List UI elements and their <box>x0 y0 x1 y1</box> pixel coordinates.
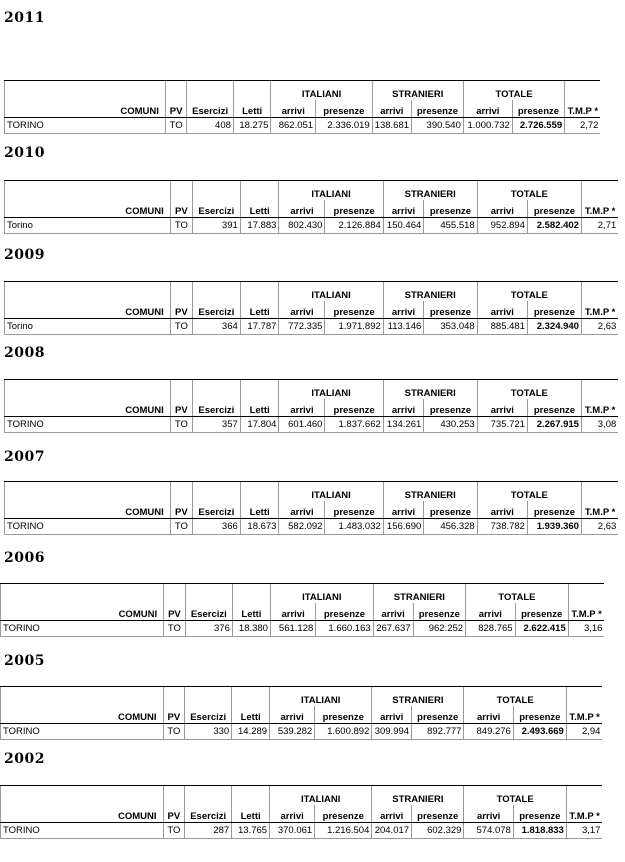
cell-comune: Torino <box>5 218 171 234</box>
header-pv: PV <box>163 706 185 724</box>
cell-pv: TO <box>165 118 187 134</box>
cell-st-arrivi: 309.994 <box>372 724 412 740</box>
header-tmp: T.M.P * <box>566 706 602 724</box>
cell-it-presenze: 2.126.884 <box>325 218 383 234</box>
header-tot-presenze: presenze <box>513 706 566 724</box>
table-row <box>5 218 619 234</box>
cell-tmp: 2,63 <box>581 519 618 535</box>
header-letti: Letti <box>240 501 279 519</box>
cell-esercizi: 408 <box>187 118 234 134</box>
table-row <box>5 519 619 535</box>
header-italiani: ITALIANI <box>270 687 372 707</box>
cell-letti: 17.804 <box>240 417 279 433</box>
cell-tot-presenze: 2.267.915 <box>527 417 581 433</box>
cell-st-arrivi: 134.261 <box>383 417 424 433</box>
header-italiani: ITALIANI <box>270 584 373 604</box>
header-totale: TOTALE <box>464 786 566 806</box>
cell-pv: TO <box>170 519 192 535</box>
header-letti: Letti <box>240 301 279 319</box>
cell-pv: TO <box>163 823 185 839</box>
year-heading: 2008 <box>4 345 45 361</box>
header-pv: PV <box>170 399 192 417</box>
cell-st-presenze: 962.252 <box>413 621 466 637</box>
header-it-presenze: presenze <box>325 200 383 218</box>
header-tot-presenze: presenze <box>527 399 581 417</box>
header-stranieri: STRANIERI <box>372 687 464 707</box>
header-italiani: ITALIANI <box>270 786 372 806</box>
cell-comune: TORINO <box>1 724 164 740</box>
header-tmp: T.M.P * <box>565 100 601 118</box>
cell-pv: TO <box>170 319 192 335</box>
header-pv: PV <box>170 501 192 519</box>
header-totale: TOTALE <box>464 687 566 707</box>
cell-st-arrivi: 156.690 <box>383 519 424 535</box>
header-comuni: COMUNI <box>5 200 171 218</box>
cell-tmp: 2,63 <box>581 319 618 335</box>
header-totale: TOTALE <box>477 380 581 400</box>
header-tmp: T.M.P * <box>581 200 618 218</box>
header-tot-presenze: presenze <box>527 501 581 519</box>
cell-esercizi: 330 <box>185 724 232 740</box>
cell-comune: Torino <box>5 319 171 335</box>
header-pv: PV <box>163 805 185 823</box>
cell-tot-arrivi: 1.000.732 <box>463 118 512 134</box>
header-totale: TOTALE <box>463 81 564 101</box>
cell-st-arrivi: 150.464 <box>383 218 424 234</box>
cell-st-presenze: 456.328 <box>424 519 477 535</box>
header-it-arrivi: arrivi <box>271 100 316 118</box>
header-italiani: ITALIANI <box>271 81 372 101</box>
header-tmp: T.M.P * <box>581 501 618 519</box>
header-tot-arrivi: arrivi <box>477 200 527 218</box>
cell-comune: TORINO <box>1 621 164 637</box>
header-esercizi: Esercizi <box>185 805 232 823</box>
cell-st-presenze: 353.048 <box>424 319 477 335</box>
header-stranieri: STRANIERI <box>383 482 477 502</box>
header-stranieri: STRANIERI <box>372 786 464 806</box>
header-st-presenze: presenze <box>424 399 477 417</box>
cell-letti: 14.289 <box>232 724 270 740</box>
header-stranieri: STRANIERI <box>383 282 477 302</box>
header-tmp: T.M.P * <box>566 805 602 823</box>
header-letti: Letti <box>233 100 271 118</box>
cell-comune: TORINO <box>5 118 166 134</box>
cell-esercizi: 357 <box>192 417 240 433</box>
header-totale: TOTALE <box>466 584 569 604</box>
header-esercizi: Esercizi <box>192 399 240 417</box>
cell-pv: TO <box>170 218 192 234</box>
cell-pv: TO <box>163 724 185 740</box>
cell-tot-arrivi: 828.765 <box>466 621 516 637</box>
header-stranieri: STRANIERI <box>373 584 465 604</box>
cell-tot-presenze: 1.818.833 <box>513 823 566 839</box>
header-comuni: COMUNI <box>1 603 164 621</box>
year-heading: 2011 <box>4 10 45 26</box>
header-tmp: T.M.P * <box>581 301 618 319</box>
tourism-table <box>4 80 600 134</box>
header-tmp: T.M.P * <box>568 603 604 621</box>
header-tot-arrivi: arrivi <box>477 301 527 319</box>
header-tot-presenze: presenze <box>513 805 566 823</box>
year-heading: 2009 <box>4 247 45 263</box>
cell-tot-arrivi: 574.078 <box>464 823 513 839</box>
cell-it-arrivi: 561.128 <box>270 621 315 637</box>
header-pv: PV <box>165 100 187 118</box>
header-tot-arrivi: arrivi <box>464 706 513 724</box>
header-st-presenze: presenze <box>424 501 477 519</box>
cell-tmp: 3,08 <box>581 417 618 433</box>
cell-it-presenze: 1.837.662 <box>325 417 383 433</box>
cell-pv: TO <box>170 417 192 433</box>
header-it-arrivi: arrivi <box>270 706 315 724</box>
header-esercizi: Esercizi <box>192 200 240 218</box>
cell-comune: TORINO <box>5 519 171 535</box>
table-row <box>5 118 601 134</box>
header-letti: Letti <box>240 200 279 218</box>
header-st-arrivi: arrivi <box>372 805 412 823</box>
header-stranieri: STRANIERI <box>372 81 463 101</box>
header-letti: Letti <box>232 805 270 823</box>
header-stranieri: STRANIERI <box>383 380 477 400</box>
cell-tot-presenze: 1.939.360 <box>527 519 581 535</box>
header-st-arrivi: arrivi <box>372 100 411 118</box>
cell-letti: 17.883 <box>240 218 279 234</box>
cell-it-arrivi: 601.460 <box>279 417 325 433</box>
header-comuni: COMUNI <box>5 399 171 417</box>
header-it-arrivi: arrivi <box>279 301 325 319</box>
header-st-arrivi: arrivi <box>383 399 424 417</box>
cell-it-arrivi: 370.061 <box>270 823 315 839</box>
year-heading: 2002 <box>4 751 45 767</box>
header-tot-arrivi: arrivi <box>477 399 527 417</box>
cell-st-presenze: 430.253 <box>424 417 477 433</box>
table-row <box>1 724 603 740</box>
header-it-arrivi: arrivi <box>279 501 325 519</box>
cell-tmp: 3,17 <box>566 823 602 839</box>
year-heading: 2007 <box>4 449 45 465</box>
header-st-arrivi: arrivi <box>383 200 424 218</box>
cell-tot-arrivi: 735.721 <box>477 417 527 433</box>
cell-it-arrivi: 802.430 <box>279 218 325 234</box>
table-row <box>1 621 605 637</box>
header-comuni: COMUNI <box>1 706 164 724</box>
cell-st-presenze: 455.518 <box>424 218 477 234</box>
tourism-table <box>0 785 602 839</box>
tourism-table <box>4 481 618 535</box>
header-it-presenze: presenze <box>316 100 373 118</box>
header-comuni: COMUNI <box>1 805 164 823</box>
tourism-table <box>0 686 602 740</box>
header-tmp: T.M.P * <box>581 399 618 417</box>
header-it-arrivi: arrivi <box>270 805 315 823</box>
header-tot-arrivi: arrivi <box>477 501 527 519</box>
cell-st-arrivi: 204.017 <box>372 823 412 839</box>
cell-comune: TORINO <box>1 823 164 839</box>
cell-esercizi: 391 <box>192 218 240 234</box>
header-st-presenze: presenze <box>424 301 477 319</box>
header-comuni: COMUNI <box>5 501 171 519</box>
header-esercizi: Esercizi <box>185 603 232 621</box>
header-st-presenze: presenze <box>413 603 466 621</box>
header-tot-presenze: presenze <box>527 200 581 218</box>
cell-tmp: 2,94 <box>566 724 602 740</box>
header-esercizi: Esercizi <box>187 100 234 118</box>
header-italiani: ITALIANI <box>279 181 383 201</box>
header-italiani: ITALIANI <box>279 482 383 502</box>
year-heading: 2006 <box>4 550 45 566</box>
header-st-presenze: presenze <box>424 200 477 218</box>
cell-tot-presenze: 2.582.402 <box>527 218 581 234</box>
cell-letti: 17.787 <box>240 319 279 335</box>
header-pv: PV <box>170 301 192 319</box>
tourism-table <box>4 180 618 234</box>
cell-st-presenze: 892.777 <box>412 724 464 740</box>
cell-tot-presenze: 2.493.669 <box>513 724 566 740</box>
header-st-arrivi: arrivi <box>383 501 424 519</box>
header-totale: TOTALE <box>477 282 581 302</box>
cell-tot-presenze: 2.324.940 <box>527 319 581 335</box>
header-totale: TOTALE <box>477 181 581 201</box>
cell-st-arrivi: 138.681 <box>372 118 411 134</box>
header-pv: PV <box>170 200 192 218</box>
cell-esercizi: 287 <box>185 823 232 839</box>
header-esercizi: Esercizi <box>192 501 240 519</box>
header-totale: TOTALE <box>477 482 581 502</box>
cell-comune: TORINO <box>5 417 171 433</box>
cell-tot-arrivi: 952.894 <box>477 218 527 234</box>
header-it-arrivi: arrivi <box>279 200 325 218</box>
header-it-arrivi: arrivi <box>279 399 325 417</box>
cell-letti: 13.765 <box>232 823 270 839</box>
header-it-presenze: presenze <box>325 501 383 519</box>
header-tot-arrivi: arrivi <box>464 805 513 823</box>
header-st-presenze: presenze <box>412 805 464 823</box>
header-pv: PV <box>164 603 186 621</box>
header-st-presenze: presenze <box>411 100 463 118</box>
year-heading: 2005 <box>4 653 45 669</box>
header-tot-presenze: presenze <box>527 301 581 319</box>
header-letti: Letti <box>232 603 270 621</box>
cell-st-presenze: 390.540 <box>411 118 463 134</box>
cell-it-arrivi: 539.282 <box>270 724 315 740</box>
header-tot-arrivi: arrivi <box>463 100 512 118</box>
cell-it-presenze: 1.600.892 <box>315 724 372 740</box>
header-tot-arrivi: arrivi <box>466 603 516 621</box>
header-it-presenze: presenze <box>315 706 372 724</box>
table-row <box>1 823 603 839</box>
header-letti: Letti <box>240 399 279 417</box>
cell-it-arrivi: 582.092 <box>279 519 325 535</box>
header-it-presenze: presenze <box>315 805 372 823</box>
cell-st-presenze: 602.329 <box>412 823 464 839</box>
cell-tot-arrivi: 885.481 <box>477 319 527 335</box>
cell-it-presenze: 1.216.504 <box>315 823 372 839</box>
header-it-arrivi: arrivi <box>270 603 315 621</box>
cell-tmp: 3,16 <box>568 621 604 637</box>
cell-it-presenze: 1.483.032 <box>325 519 383 535</box>
cell-letti: 18.380 <box>232 621 270 637</box>
header-stranieri: STRANIERI <box>383 181 477 201</box>
tourism-table <box>0 583 604 637</box>
tourism-table <box>4 281 618 335</box>
header-tot-presenze: presenze <box>515 603 568 621</box>
header-italiani: ITALIANI <box>279 380 383 400</box>
cell-st-arrivi: 267.637 <box>373 621 413 637</box>
cell-it-presenze: 1.660.163 <box>316 621 373 637</box>
table-row <box>5 417 619 433</box>
cell-tot-presenze: 2.726.559 <box>512 118 564 134</box>
header-it-presenze: presenze <box>325 399 383 417</box>
header-st-arrivi: arrivi <box>372 706 412 724</box>
header-comuni: COMUNI <box>5 301 171 319</box>
year-heading: 2010 <box>4 145 45 161</box>
cell-tmp: 2,72 <box>565 118 601 134</box>
header-letti: Letti <box>232 706 270 724</box>
header-comuni: COMUNI <box>5 100 166 118</box>
cell-esercizi: 366 <box>192 519 240 535</box>
cell-it-arrivi: 772.335 <box>279 319 325 335</box>
cell-it-presenze: 1.971.892 <box>325 319 383 335</box>
table-row <box>5 319 619 335</box>
cell-esercizi: 364 <box>192 319 240 335</box>
cell-letti: 18.673 <box>240 519 279 535</box>
cell-letti: 18.275 <box>233 118 271 134</box>
tourism-table <box>4 379 618 433</box>
header-st-arrivi: arrivi <box>373 603 413 621</box>
cell-st-arrivi: 113.146 <box>383 319 424 335</box>
cell-it-arrivi: 862.051 <box>271 118 316 134</box>
header-esercizi: Esercizi <box>185 706 232 724</box>
cell-pv: TO <box>164 621 186 637</box>
header-st-arrivi: arrivi <box>383 301 424 319</box>
header-st-presenze: presenze <box>412 706 464 724</box>
cell-tmp: 2,71 <box>581 218 618 234</box>
cell-it-presenze: 2.336.019 <box>316 118 373 134</box>
cell-tot-arrivi: 849.276 <box>464 724 513 740</box>
header-tot-presenze: presenze <box>512 100 564 118</box>
header-italiani: ITALIANI <box>279 282 383 302</box>
cell-tot-arrivi: 738.782 <box>477 519 527 535</box>
cell-esercizi: 376 <box>185 621 232 637</box>
cell-tot-presenze: 2.622.415 <box>515 621 568 637</box>
header-it-presenze: presenze <box>316 603 373 621</box>
header-esercizi: Esercizi <box>192 301 240 319</box>
header-it-presenze: presenze <box>325 301 383 319</box>
